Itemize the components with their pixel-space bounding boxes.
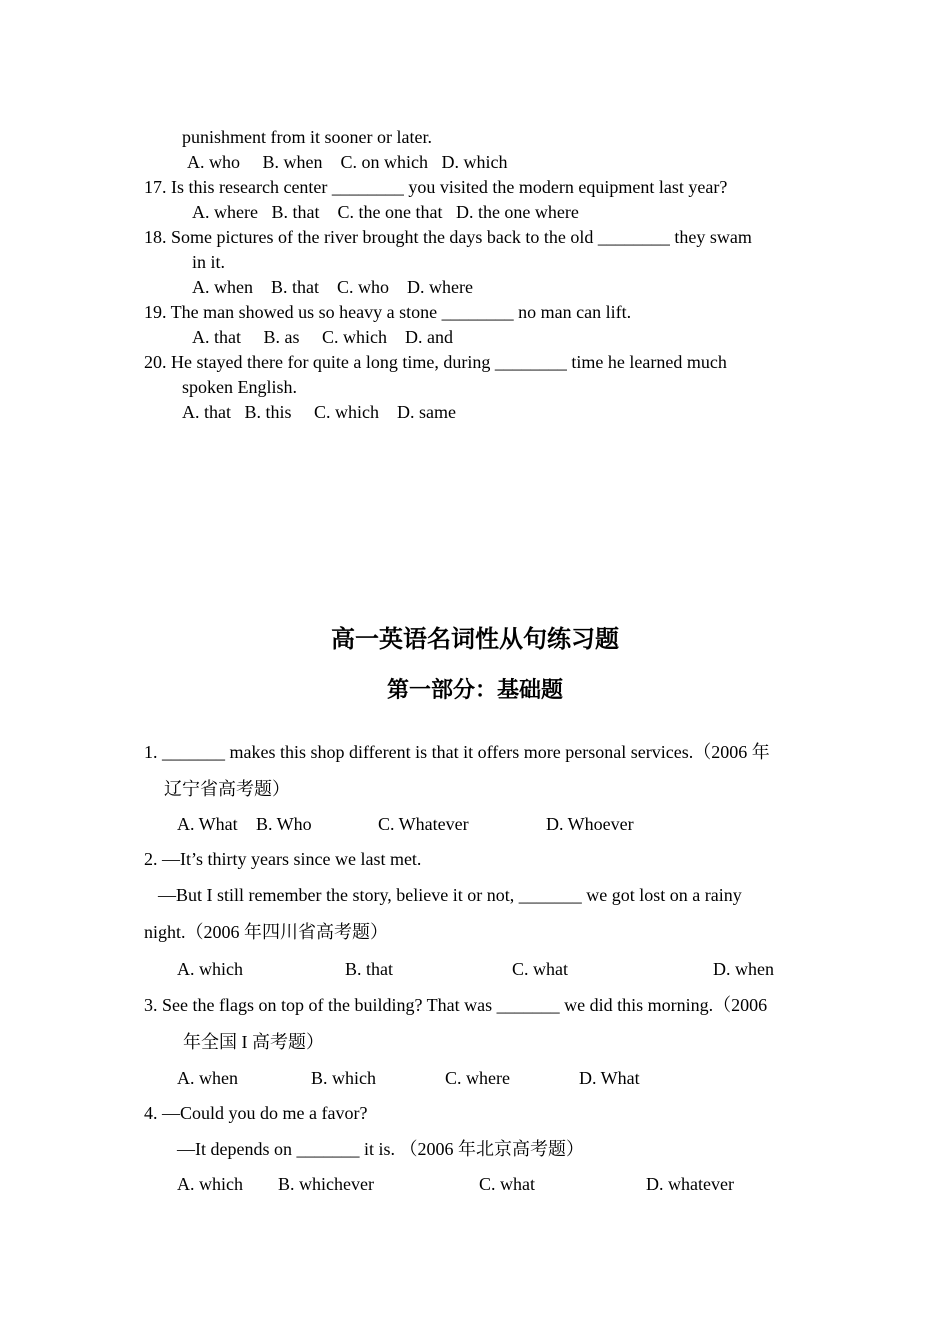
p2-q4-option-d: D. whatever	[646, 1174, 734, 1194]
p2-q2-option-b: B. that	[345, 959, 393, 979]
p2-q4-option-a: A. which	[177, 1174, 243, 1194]
page-title: 高一英语名词性从句练习题	[331, 627, 619, 653]
p2-q2-line2: —But I still remember the story, believe it or not, _______ we got lost on a rainy	[158, 885, 742, 905]
q17-options: A. where B. that C. the one that D. the one where	[192, 202, 579, 222]
p2-q2-option-d: D. when	[713, 959, 774, 979]
section-title: 第一部分：基础题	[386, 677, 563, 702]
q17-stem: 17. Is this research center ________ you visited the modern equipment last year?	[144, 177, 728, 197]
p2-q3-option-a: A. when	[177, 1068, 238, 1088]
p2-q4-line2-end: it is. （2006 年北京高考题）	[359, 1139, 584, 1159]
q18-options: A. when B. that C. who D. where	[192, 277, 473, 297]
p2-q4-blank: _______	[296, 1139, 360, 1159]
q19-options: A. that B. as C. which D. and	[192, 327, 453, 347]
q19-stem: 19. The man showed us so heavy a stone ________ no man can lift.	[144, 302, 632, 322]
q20-stem: 20. He stayed there for quite a long time, during ________ time he learned much	[144, 352, 727, 372]
q20-continuation: spoken English.	[182, 377, 297, 397]
p2-q1-option-c: C. Whatever	[378, 814, 469, 834]
p2-q3-option-d: D. What	[579, 1068, 640, 1088]
p2-q4-option-b: B. whichever	[278, 1174, 374, 1194]
p2-q3-stem: 3. See the flags on top of the building? That was _______ we did this morning.（2006	[144, 995, 768, 1015]
p2-q1-stem: 1. _______ makes this shop different is that it offers more personal services.（2006 年	[144, 742, 770, 762]
p2-q3-option-b: B. which	[311, 1068, 376, 1088]
p2-q2-option-c: C. what	[512, 959, 568, 979]
p2-q2-option-a: A. which	[177, 959, 243, 979]
q16-options: A. who B. when C. on which D. which	[187, 152, 508, 172]
q18-continuation: in it.	[192, 252, 226, 272]
q18-stem: 18. Some pictures of the river brought the days back to the old ________ they swam	[144, 227, 752, 247]
q16-continuation: punishment from it sooner or later.	[182, 127, 432, 147]
p2-q2-line3: night.（2006 年四川省高考题）	[144, 922, 389, 942]
p2-q1-option-b: B. Who	[256, 814, 312, 834]
q20-options: A. that B. this C. which D. same	[182, 402, 456, 422]
p2-q4-stem: 4. —Could you do me a favor?	[144, 1103, 368, 1123]
p2-q4-option-c: C. what	[479, 1174, 535, 1194]
p2-q3-option-c: C. where	[445, 1068, 510, 1088]
p2-q1-continuation: 辽宁省高考题）	[164, 779, 290, 799]
p2-q2-stem: 2. —It’s thirty years since we last met.	[144, 849, 422, 869]
p2-q3-continuation: 年全国 I 高考题）	[183, 1032, 324, 1052]
p2-q4-line2-start: —It depends on	[177, 1139, 297, 1159]
p2-q4-line2	[177, 1138, 584, 1160]
p2-q1-option-d: D. Whoever	[546, 814, 634, 834]
p2-q1-option-a: A. What	[177, 814, 238, 834]
